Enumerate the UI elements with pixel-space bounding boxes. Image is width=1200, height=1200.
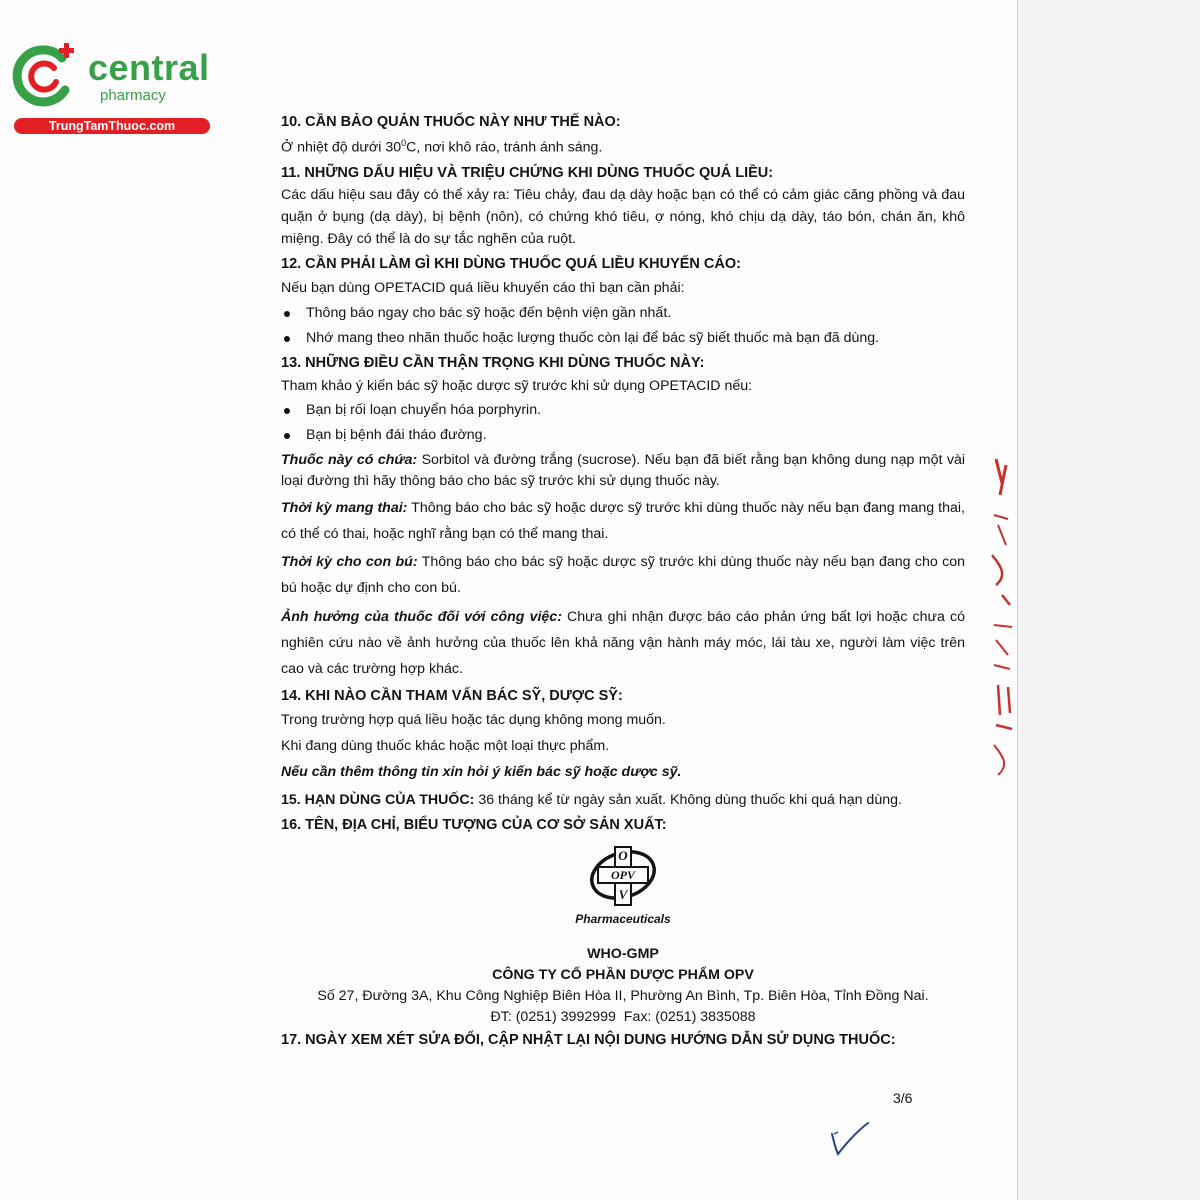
section-13-bullet: Bạn bị rối loạn chuyển hóa porphyrin. bbox=[281, 400, 965, 421]
section-17-heading: 17. NGÀY XEM XÉT SỬA ĐỔI, CẬP NHẬT LẠI NỘI DUNG HƯỚNG DẪN SỬ DỤNG THUỐC: bbox=[281, 1031, 896, 1048]
opv-logo-o: O bbox=[618, 847, 628, 863]
section-13-intro: Tham khảo ý kiến bác sỹ hoặc dược sỹ trước khi sử dụng OPETACID nếu: bbox=[281, 377, 753, 394]
manufacturer-address: Số 27, Đường 3A, Khu Công Nghiệp Biên Hòa II, Phường An Bình, Tp. Biên Hòa, Tỉnh Đồng Nai. bbox=[317, 987, 929, 1004]
section-13-pregnancy: Thời kỳ mang thai: Thông báo cho bác sỹ hoặc dược sỹ trước khi dùng thuốc này nếu bạn đang mang thai, có thể có thai, hoặc nghĩ rằng bạn có thể mang thai. bbox=[281, 499, 965, 542]
manufacturer-tagline: Pharmaceuticals bbox=[575, 911, 671, 926]
section-10-heading: 10. CẦN BẢO QUẢN THUỐC NÀY NHƯ THẾ NÀO: bbox=[281, 114, 621, 130]
section-13-work: Ảnh hưởng của thuốc đối với công việc: Chưa ghi nhận được báo cáo phản ứng bất lợi hoặc chưa có nghiên cứu nào về ảnh hưởng của thuốc lên khả năng vận hành máy móc, lái tàu xe, người làm việc trên cao và các trường hợp khác. bbox=[281, 608, 965, 677]
leaflet-content bbox=[281, 112, 965, 1051]
brand-site: TrungTamThuoc.com bbox=[14, 118, 210, 134]
opv-logo-v: V bbox=[618, 886, 628, 902]
section-12-intro: Nếu bạn dùng OPETACID quá liều khuyến cáo thì bạn cần phải: bbox=[281, 279, 685, 296]
section-12-bullet: Nhớ mang theo nhãn thuốc hoặc lượng thuốc còn lại để bác sỹ biết thuốc mà bạn đã dùng. bbox=[281, 328, 965, 349]
red-stamp-icon bbox=[988, 455, 1018, 785]
page-edge-shadow bbox=[1017, 0, 1200, 1200]
section-12-heading: 12. CẦN PHẢI LÀM GÌ KHI DÙNG THUỐC QUÁ LIỀU KHUYẾN CÁO: bbox=[281, 255, 741, 272]
section-15: 15. HẠN DÙNG CỦA THUỐC: 36 tháng kể từ ngày sản xuất. Không dùng thuốc khi quá hạn dùng. bbox=[281, 791, 902, 808]
manufacturer-block bbox=[281, 843, 965, 1028]
section-14-line: Khi đang dùng thuốc khác hoặc một loại thực phẩm. bbox=[281, 737, 610, 754]
section-12-bullet: Thông báo ngay cho bác sỹ hoặc đến bệnh viện gần nhất. bbox=[281, 303, 965, 324]
section-13-lactation: Thời kỳ cho con bú: Thông báo cho bác sỹ hoặc dược sỹ trước khi dùng thuốc này nếu bạn đang cho con bú hoặc dự định cho con bú. bbox=[281, 553, 965, 596]
page-number: 3/6 bbox=[893, 1090, 913, 1106]
section-11-text: Các dấu hiệu sau đây có thể xảy ra: Tiêu chảy, đau dạ dày hoặc bạn có thể có cảm giác căng phồng và đau quặn ở bụng (dạ dày), bị bệnh (nôn), có chứng khó tiêu, ợ nóng, khó chịu dạ dày, táo bón, chán ăn, khô miệng. Đây có thể là do sự tắc nghẽn của ruột. bbox=[281, 186, 965, 247]
section-11-heading: 11. NHỮNG DẤU HIỆU VÀ TRIỆU CHỨNG KHI DÙNG THUỐC QUÁ LIỀU: bbox=[281, 164, 774, 181]
section-16-heading: 16. TÊN, ĐỊA CHỈ, BIỂU TƯỢNG CỦA CƠ SỞ SẢN XUẤT: bbox=[281, 816, 667, 833]
opv-logo-icon bbox=[588, 843, 658, 909]
brand-name: central bbox=[88, 47, 210, 88]
signature-tick-icon bbox=[828, 1120, 872, 1160]
section-13-heading: 13. NHỮNG ĐIỀU CẦN THẬN TRỌNG KHI DÙNG THUỐC NÀY: bbox=[281, 354, 705, 371]
central-logo-icon bbox=[10, 38, 88, 112]
section-14-heading: 14. KHI NÀO CẦN THAM VẤN BÁC SỸ, DƯỢC SỸ: bbox=[281, 687, 623, 704]
section-14-note: Nếu cần thêm thông tin xin hỏi ý kiến bác sỹ hoặc dược sỹ. bbox=[281, 763, 682, 780]
manufacturer-phone: ĐT: (0251) 3992999 Fax: (0251) 3835088 bbox=[490, 1008, 756, 1025]
central-pharmacy-logo bbox=[10, 38, 210, 138]
opv-logo-opv: OPV bbox=[611, 867, 635, 882]
section-10-text: Ở nhiệt độ dưới $30^0C$, nơi khô ráo, tránh ánh sáng. bbox=[281, 138, 603, 156]
manufacturer-company: CÔNG TY CỔ PHẦN DƯỢC PHẨM OPV bbox=[492, 966, 754, 983]
brand-sub: pharmacy bbox=[100, 87, 166, 104]
section-13-bullet: Bạn bị bệnh đái tháo đường. bbox=[281, 425, 965, 446]
section-13-contains: Thuốc này có chứa: Sorbitol và đường trắng (sucrose). Nếu bạn đã biết rằng bạn không dung nạp một vài loại đường thì hãy thông báo cho bác sỹ trước khi sử dụng thuốc này. bbox=[281, 451, 965, 489]
manufacturer-gmp: WHO-GMP bbox=[587, 945, 659, 962]
section-14-line: Trong trường hợp quá liều hoặc tác dụng không mong muốn. bbox=[281, 711, 666, 728]
